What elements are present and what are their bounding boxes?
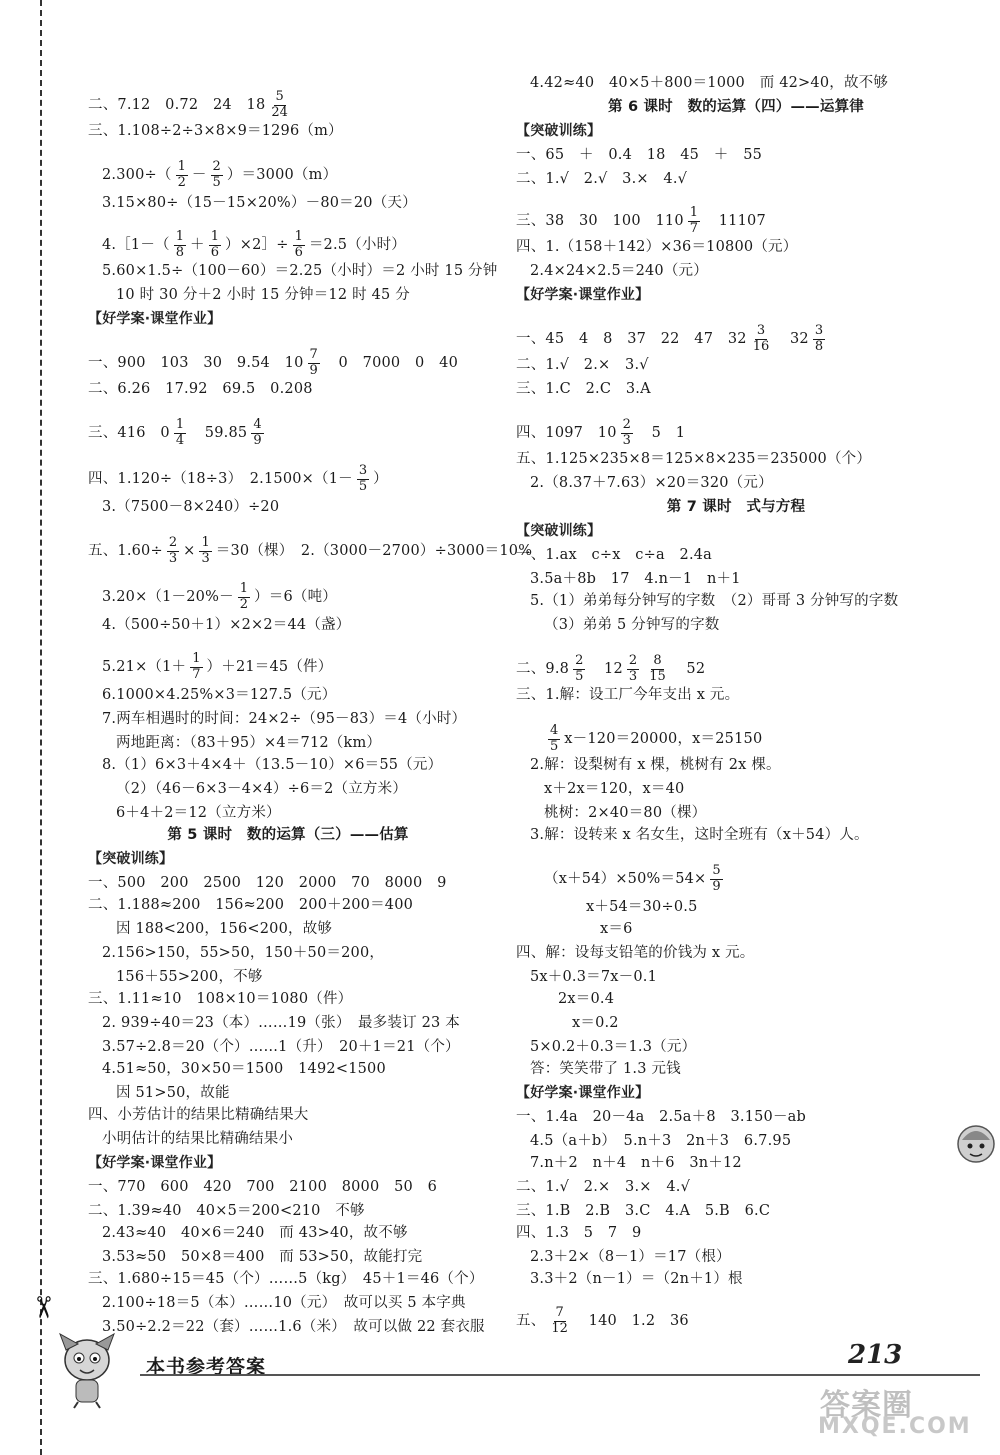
answer-text: 二、6.26 17.92 69.5 0.208 <box>88 381 313 397</box>
answer-line <box>530 758 781 773</box>
fraction-denominator: 2 <box>177 174 186 190</box>
answer-text: 因 188<200，156<200，故够 <box>116 921 333 937</box>
fraction-denominator: 2 <box>239 596 249 612</box>
fraction-numerator: 1 <box>177 159 186 174</box>
answer-text: 二、1.188≈200 156≈200 200＋200＝400 <box>88 897 414 913</box>
answer-text: 三、1.B 2.B 3.C 4.A 5.B 6.C <box>516 1203 771 1219</box>
answer-text: 四、1.（158＋142）×36＝10800（元） <box>516 239 798 255</box>
section-label <box>516 288 649 302</box>
answer-text: 第 5 课时 数的运算（三）——估算 <box>167 827 409 843</box>
answer-text: 6＋4＋2＝12（立方米） <box>116 805 281 821</box>
answer-line <box>102 1250 422 1265</box>
answer-text: x－120＝20000，x＝25150 <box>564 731 763 748</box>
answer-text: 3.15×80÷（15－15×20%）－80＝20（天） <box>102 195 417 211</box>
answer-line <box>116 970 263 985</box>
answer-text: 二、1.√ 2.× 3.√ <box>516 357 649 373</box>
answer-text: 四、1.120÷（18÷3） 2.1500×（1－ <box>88 471 353 488</box>
answer-line <box>102 230 406 261</box>
answer-line <box>102 1320 485 1335</box>
fraction <box>751 324 772 355</box>
answer-text: 二、1.39≈40 40×5＝200<210 不够 <box>88 1203 365 1219</box>
fraction <box>813 324 825 355</box>
fraction-denominator: 6 <box>210 244 220 260</box>
answer-text: 2.3＋2×（8－1）＝17（根） <box>530 1249 731 1265</box>
answer-text: × <box>183 543 196 560</box>
answer-line <box>102 1226 408 1241</box>
answer-text: 一、1.4a 20－4a 2.5a＋8 3.150－ab <box>516 1109 806 1125</box>
answer-text: － <box>191 167 207 184</box>
answer-line <box>530 76 888 91</box>
page-number: 213 <box>848 1340 903 1370</box>
section-label <box>88 852 173 866</box>
answer-text: 三、1.108÷2÷3×8×9＝1296（m） <box>88 123 343 139</box>
fraction-denominator: 9 <box>309 362 318 378</box>
answer-text: 3.（7500－8×240）÷20 <box>102 499 280 515</box>
answer-line <box>102 160 337 191</box>
fraction-numerator: 4 <box>550 723 559 738</box>
answer-text: 【突破训练】 <box>516 123 602 139</box>
answer-text: 一、770 600 420 700 2100 8000 50 6 <box>88 1179 438 1195</box>
answer-text: 59.85 <box>190 425 248 442</box>
answer-line <box>88 124 343 139</box>
answer-text: ）＝3000（m） <box>226 167 338 184</box>
answer-line <box>586 900 698 915</box>
answer-line <box>88 464 388 495</box>
answer-text: 11107 <box>704 213 766 230</box>
fraction-denominator: 5 <box>550 738 559 754</box>
answer-text: 四、1097 10 <box>516 425 617 442</box>
answer-line <box>572 1016 619 1031</box>
fraction <box>621 418 633 449</box>
answer-text: 第 6 课时 数的运算（四）——运算律 <box>608 99 864 115</box>
fraction-denominator: 7 <box>689 220 699 236</box>
scissors-icon: ✂ <box>25 1294 61 1321</box>
answer-line <box>530 1156 742 1171</box>
fraction-denominator: 6 <box>294 244 303 260</box>
answer-text: 第 7 课时 式与方程 <box>666 499 806 515</box>
answer-text: ）×2］÷ <box>225 237 289 254</box>
answer-text: 2x＝0.4 <box>558 991 615 1007</box>
answer-line <box>102 196 417 211</box>
answer-line <box>88 992 352 1007</box>
fraction-denominator: 4 <box>175 432 185 448</box>
answer-text: 3.50÷2.2＝22（套）……1.6（米） 故可以做 22 套衣服 <box>102 1319 485 1335</box>
fraction-numerator: 8 <box>653 653 662 668</box>
fraction <box>710 864 722 895</box>
answer-text: 2. 939÷40＝23（本）……19（张） 最多装订 23 本 <box>102 1015 460 1031</box>
answer-line <box>88 876 447 891</box>
fraction-numerator: 1 <box>175 417 185 432</box>
fraction-denominator: 12 <box>551 1320 568 1336</box>
answer-line <box>530 264 708 279</box>
answer-text: 二、1.√ 2.× 3.× 4.√ <box>516 1179 691 1195</box>
answer-text: 5.60×1.5÷（100－60）＝2.25（小时）＝2 小时 15 分钟 <box>102 263 498 279</box>
answer-text: 三、1.11≈10 108×10＝1080（件） <box>88 991 353 1007</box>
answer-line <box>516 324 829 355</box>
fraction <box>293 230 305 261</box>
answer-line <box>88 898 413 913</box>
answer-text: 52 <box>671 661 706 678</box>
answer-text: 四、解：设每支铅笔的价钱为 x 元。 <box>516 945 755 961</box>
answer-text: 3.57÷2.8＝20（个）……1（升） 20＋1＝21（个） <box>102 1039 460 1055</box>
answer-line <box>544 806 706 821</box>
answer-line <box>102 1062 386 1077</box>
fraction-numerator: 2 <box>212 159 221 174</box>
fraction-numerator: 2 <box>622 417 631 432</box>
answer-text: 【好学案·课堂作业】 <box>88 1155 222 1171</box>
answer-line <box>516 206 766 237</box>
fraction-numerator: 1 <box>689 205 699 220</box>
answer-line <box>102 582 337 613</box>
answer-line <box>88 1108 309 1123</box>
fraction <box>627 654 639 685</box>
answer-text: x＝0.2 <box>572 1015 619 1031</box>
answer-line <box>516 452 871 467</box>
fraction-numerator: 7 <box>309 347 318 362</box>
fraction-numerator: 7 <box>555 1305 564 1320</box>
fraction <box>209 230 221 261</box>
answer-line <box>88 1272 484 1287</box>
answer-line <box>558 992 614 1007</box>
fraction-numerator: 3 <box>358 463 368 478</box>
fraction-denominator: 5 <box>212 174 221 190</box>
answer-line <box>102 1296 466 1311</box>
answer-text: 两地距离：（83＋95）×4＝712（km） <box>116 735 382 751</box>
fraction <box>549 1306 570 1337</box>
answer-text: 5×0.2＋0.3＝1.3（元） <box>530 1039 697 1055</box>
answer-line <box>102 1132 293 1147</box>
answer-text: 2.100÷18＝5（本）……10（元） 故可以买 5 本字典 <box>102 1295 466 1311</box>
answer-text: ＋ <box>190 237 205 254</box>
fraction-numerator: 1 <box>210 229 220 244</box>
answer-text: 3.20×（1－20%－ <box>102 589 234 606</box>
fraction <box>176 160 188 191</box>
answer-line <box>544 782 684 797</box>
answer-line <box>530 828 869 843</box>
answer-line <box>516 1226 641 1241</box>
answer-line <box>530 970 657 985</box>
section-label <box>516 524 601 538</box>
answer-line <box>102 500 279 515</box>
answer-text: 4.42≈40 40×5＋800＝1000 而 42>40，故不够 <box>530 75 889 91</box>
fraction-numerator: 1 <box>201 535 210 550</box>
answer-text: 四、小芳估计的结果比精确结果大 <box>88 1107 309 1123</box>
fraction <box>174 230 186 261</box>
answer-line <box>516 1110 806 1125</box>
answer-line <box>544 618 719 633</box>
fraction-numerator: 5 <box>712 863 721 878</box>
answer-text: 五、 <box>516 1313 546 1330</box>
answer-text: 4.51≈50，30×50＝1500 1492<1500 <box>102 1061 386 1077</box>
answer-line <box>530 1062 681 1077</box>
fraction <box>688 206 700 237</box>
answer-text: 二、7.12 0.72 24 18 <box>88 97 266 114</box>
answer-line <box>102 758 442 773</box>
answer-line <box>102 1016 460 1031</box>
answer-text: 五、1.60÷ <box>88 543 163 560</box>
answer-text: 2.300÷（ <box>102 167 172 184</box>
fraction <box>647 654 668 685</box>
fraction <box>357 464 369 495</box>
fraction-denominator: 3 <box>628 668 638 684</box>
answer-line <box>530 476 773 491</box>
answer-text: （2）（46－6×3－4×4）÷6＝2（立方米） <box>116 781 408 797</box>
cartoon-mascot-icon <box>52 1330 122 1410</box>
footer-title: 本书参考答案 <box>146 1356 267 1378</box>
answer-text: 答：笑笑带了 1.3 元钱 <box>530 1061 681 1077</box>
footer-divider <box>140 1374 980 1376</box>
answer-line <box>530 1272 743 1287</box>
answer-text: 三、1.解：设工厂今年支出 x 元。 <box>516 687 740 703</box>
lesson-heading <box>88 828 488 843</box>
answer-text: 5.（1）弟弟每分钟写的字数 （2）哥哥 3 分钟写的字数 <box>530 593 899 609</box>
cartoon-mascot-icon <box>952 1120 998 1180</box>
fraction-denominator: 8 <box>814 338 824 354</box>
fraction-denominator: 15 <box>649 668 666 684</box>
answer-text: 一、500 200 2500 120 2000 70 8000 9 <box>88 875 447 891</box>
answer-line <box>116 288 410 303</box>
answer-line <box>102 688 336 703</box>
fraction-denominator: 7 <box>192 666 201 682</box>
answer-text: 小明估计的结果比精确结果小 <box>102 1131 294 1147</box>
section-label <box>88 1156 221 1170</box>
fraction <box>167 536 179 567</box>
answer-text: 2.4×24×2.5＝240（元） <box>530 263 708 279</box>
answer-line <box>102 618 350 633</box>
answer-line <box>544 724 762 755</box>
answer-text: 12 <box>589 661 623 678</box>
answer-line <box>530 1040 696 1055</box>
cut-line <box>40 0 42 1455</box>
answer-text: 【好学案·课堂作业】 <box>516 287 650 303</box>
answer-text: 三、1.680÷15＝45（个）……5（kg） 45＋1＝46（个） <box>88 1271 484 1287</box>
answer-text: x＋54＝30÷0.5 <box>586 899 698 915</box>
answer-line <box>88 1204 365 1219</box>
fraction <box>211 160 223 191</box>
answer-line <box>102 712 466 727</box>
answer-text: 2.（8.37＋7.63）×20＝320（元） <box>530 475 773 491</box>
answer-line <box>516 418 685 449</box>
fraction-numerator: 5 <box>275 89 284 104</box>
answer-text: 4.［1－（ <box>102 237 170 254</box>
answer-text: x＝6 <box>600 921 633 937</box>
answer-line <box>116 1086 230 1101</box>
answer-text: 5 1 <box>636 425 686 442</box>
answer-text: 四、1.3 5 7 9 <box>516 1225 642 1241</box>
answer-line <box>516 654 705 685</box>
answer-line <box>516 358 649 373</box>
answer-text: ） <box>373 471 388 488</box>
fraction-numerator: 1 <box>239 581 249 596</box>
fraction-numerator: 1 <box>175 229 185 244</box>
answer-text: 140 1.2 36 <box>573 1313 689 1330</box>
fraction-numerator: 3 <box>756 323 766 338</box>
answer-line <box>544 864 727 895</box>
answer-text: 0 7000 0 40 <box>323 355 459 372</box>
answer-line <box>516 946 755 961</box>
fraction-denominator: 9 <box>253 432 262 448</box>
answer-text: 32 <box>775 331 809 348</box>
answer-line <box>88 418 268 449</box>
answer-text: 6.1000×4.25%×3＝127.5（元） <box>102 687 337 703</box>
fraction <box>174 418 186 449</box>
answer-line <box>516 148 762 163</box>
answer-line <box>516 1204 770 1219</box>
answer-text: 5.21×（1＋ <box>102 659 187 676</box>
fraction-denominator: 9 <box>712 878 721 894</box>
answer-text: 4.（500÷50＋1）×2×2＝44（盏） <box>102 617 351 633</box>
answer-line <box>516 240 797 255</box>
fraction-denominator: 5 <box>575 668 584 684</box>
answer-line <box>530 594 898 609</box>
answer-text: 二、1.√ 2.√ 3.× 4.√ <box>516 171 688 187</box>
fraction <box>251 418 263 449</box>
fraction <box>190 652 202 683</box>
fraction-numerator: 2 <box>168 535 178 550</box>
fraction-denominator: 3 <box>201 550 210 566</box>
answer-text: （x＋54）×50%＝54× <box>544 871 707 888</box>
answer-line <box>530 572 741 587</box>
answer-text: 五、1.125×235×8＝125×8×235＝235000（个） <box>516 451 872 467</box>
answer-text: 7.两车相遇时的时间：24×2÷（95－83）＝4（小时） <box>102 711 467 727</box>
answer-text: 【突破训练】 <box>88 851 174 867</box>
answer-line <box>102 264 497 279</box>
answer-text: 3.5a＋8b 17 4.n－1 n＋1 <box>530 571 741 587</box>
fraction-numerator: 1 <box>294 229 303 244</box>
fraction-denominator: 16 <box>752 338 770 354</box>
answer-text: 10 时 30 分＋2 小时 15 分钟＝12 时 45 分 <box>116 287 410 303</box>
answer-text: 因 51>50，故能 <box>116 1085 230 1101</box>
fraction-denominator: 5 <box>358 478 368 494</box>
answer-line <box>516 1180 690 1195</box>
answer-text: ＝30（棵） 2.（3000－2700）÷3000＝10% <box>215 543 533 560</box>
answer-text: （3）弟弟 5 分钟写的字数 <box>544 617 720 633</box>
fraction-denominator: 3 <box>622 432 631 448</box>
answer-text: 8.（1）6×3＋4×4＋（13.5－10）×6＝55（元） <box>102 757 443 773</box>
answer-text: ）＋21＝45（件） <box>206 659 333 676</box>
answer-text: x＋2x＝120，x＝40 <box>544 781 685 797</box>
answer-text: ＝2.5（小时） <box>308 237 407 254</box>
answer-text: 一、1.ax c÷x c÷a 2.4a <box>516 547 713 563</box>
watermark-url: MXQE.COM <box>818 1414 972 1439</box>
fraction <box>238 582 250 613</box>
answer-text: ）＝6（吨） <box>254 589 338 606</box>
answer-line <box>88 90 294 121</box>
answer-text: 二、9.8 <box>516 661 570 678</box>
answer-text: 2.156>150，55>50，150＋50＝200， <box>102 945 385 961</box>
answer-text: 三、1.C 2.C 3.A <box>516 381 651 397</box>
fraction-numerator: 2 <box>628 653 638 668</box>
fraction-numerator: 2 <box>575 653 584 668</box>
answer-line <box>530 1134 791 1149</box>
fraction <box>308 348 320 379</box>
answer-line <box>116 922 332 937</box>
fraction <box>573 654 585 685</box>
answer-text: 4.5（a＋b） 5.n＋3 2n＋3 6.7.95 <box>530 1133 792 1149</box>
answer-line <box>516 688 739 703</box>
answer-text: 2.解：设梨树有 x 棵，桃树有 2x 棵。 <box>530 757 781 773</box>
answer-line <box>102 652 332 683</box>
lesson-heading <box>516 100 956 115</box>
answer-text: 3.解：设转来 x 名女生，这时全班有（x＋54）人。 <box>530 827 869 843</box>
answer-line <box>88 536 532 567</box>
lesson-heading <box>516 500 956 515</box>
fraction-denominator: 3 <box>168 550 178 566</box>
answer-line <box>600 922 633 937</box>
answer-line <box>116 806 281 821</box>
answer-line <box>530 1250 731 1265</box>
answer-line <box>88 348 458 379</box>
answer-text: 一、900 103 30 9.54 10 <box>88 355 304 372</box>
answer-text: 3.53≈50 50×8＝400 而 53>50，故能打完 <box>102 1249 423 1265</box>
answer-line <box>102 1040 460 1055</box>
answer-line <box>516 1306 689 1337</box>
answer-text: 7.n＋2 n＋4 n＋6 3n＋12 <box>530 1155 742 1171</box>
answer-line <box>516 382 651 397</box>
answer-line <box>116 782 407 797</box>
section-label <box>88 312 221 326</box>
section-label <box>516 124 601 138</box>
answer-text: 三、38 30 100 110 <box>516 213 684 230</box>
answer-text: 一、65 ＋ 0.4 18 45 ＋ 55 <box>516 147 763 163</box>
answer-text: 【好学案·课堂作业】 <box>88 311 222 327</box>
fraction-numerator: 3 <box>814 323 824 338</box>
fraction-denominator: 24 <box>271 104 288 120</box>
answer-text: 三、416 0 <box>88 425 170 442</box>
answer-line <box>102 946 384 961</box>
fraction-denominator: 8 <box>175 244 185 260</box>
fraction <box>269 90 290 121</box>
fraction-numerator: 1 <box>192 651 201 666</box>
answer-text: 【好学案·课堂作业】 <box>516 1085 650 1101</box>
answer-line <box>516 172 687 187</box>
fraction <box>199 536 211 567</box>
fraction-numerator: 4 <box>253 417 262 432</box>
answer-line <box>116 736 381 751</box>
answer-line <box>516 548 712 563</box>
answer-text: 5x＋0.3＝7x－0.1 <box>530 969 658 985</box>
answer-line <box>88 382 313 397</box>
answer-text: 156＋55>200，不够 <box>116 969 263 985</box>
fraction <box>548 724 560 755</box>
answer-line <box>88 1180 437 1195</box>
watermark-logo: 答案圈 <box>820 1388 913 1423</box>
answer-text: 3.3＋2（n－1）＝（2n＋1）根 <box>530 1271 743 1287</box>
answer-text: 2.43≈40 40×6＝240 而 43>40，故不够 <box>102 1225 408 1241</box>
section-label <box>516 1086 649 1100</box>
answer-text: 桃树：2×40＝80（棵） <box>544 805 707 821</box>
answer-text: 一、45 4 8 37 22 47 32 <box>516 331 747 348</box>
answer-text: 【突破训练】 <box>516 523 602 539</box>
